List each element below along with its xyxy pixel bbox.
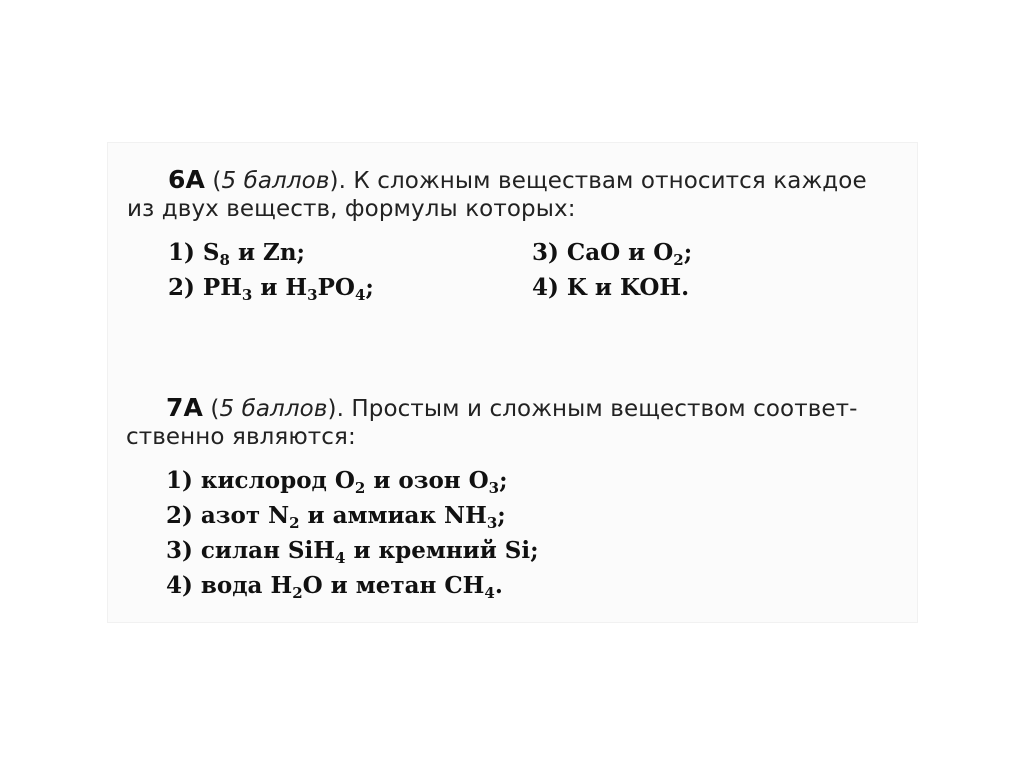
- question-6a-heading: 6A (5 баллов). К сложным веществам относится каждое: [168, 165, 867, 194]
- answer-option-1: 1) кислород $O_2$ и озон $O_3$;: [166, 467, 508, 497]
- document-scan: [108, 143, 917, 622]
- question-text-line-2: ственно являются:: [126, 424, 356, 450]
- answer-option-1: 1) $S_8$ и Zn;: [168, 239, 306, 269]
- answer-option-3: 3) CaO и $O_2$;: [532, 239, 693, 269]
- question-text: ). К сложным веществам относится каждое: [329, 168, 867, 194]
- question-number: 6A: [168, 165, 205, 194]
- question-7a-heading: 7A (5 баллов). Простым и сложным веществом соответ-: [166, 393, 858, 422]
- answer-option-4: 4) K и KOH.: [532, 274, 690, 301]
- question-number: 7A: [166, 393, 203, 422]
- question-text: ). Простым и сложным веществом соответ-: [327, 396, 858, 422]
- question-points: 5 баллов: [219, 396, 328, 422]
- answer-option-3: 3) силан SiH$_4$ и кремний Si;: [166, 537, 539, 567]
- question-points: 5 баллов: [221, 168, 330, 194]
- answer-option-4: 4) вода $H_2O$ и метан $CH_4$.: [166, 572, 503, 602]
- question-text-line-2: из двух веществ, формулы которых:: [127, 196, 576, 222]
- answer-option-2: 2) $PH_3$ и $H_3PO_4$;: [168, 274, 374, 304]
- answer-option-2: 2) азот $N_2$ и аммиак $NH_3$;: [166, 502, 506, 532]
